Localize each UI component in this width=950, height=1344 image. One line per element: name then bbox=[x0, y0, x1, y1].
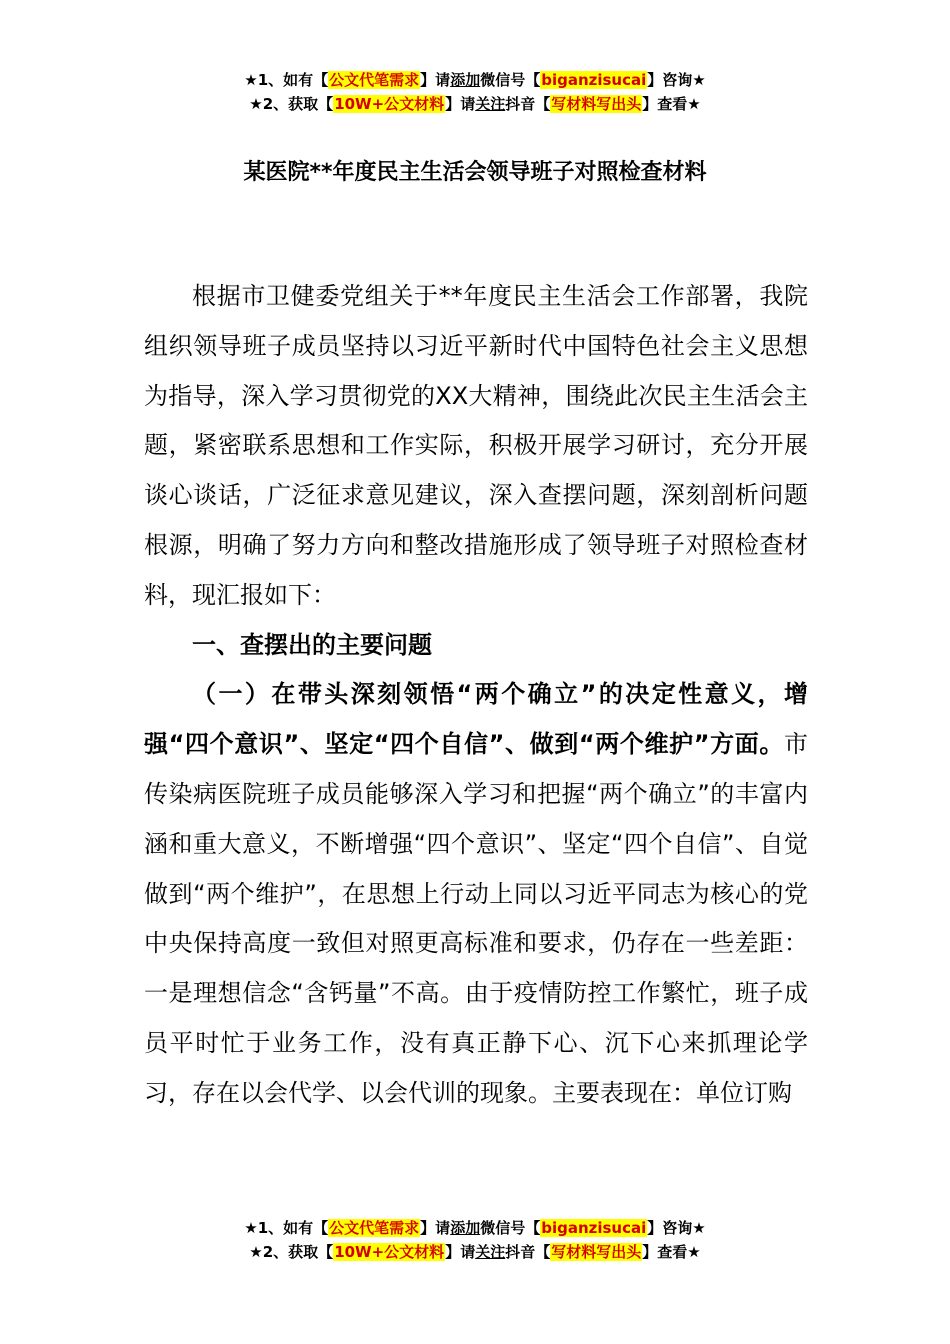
highlight-douyin-account: 写材料写出头 bbox=[551, 1243, 642, 1261]
highlight-materials: 10W+公文材料 bbox=[334, 95, 445, 113]
banner-line-1: ★1、如有【公文代笔需求】请添加微信号【biganzisucai】咨询★ bbox=[244, 71, 706, 89]
subsection-text: 市传染病医院班子成员能够深入学习和把握“两个确立”的丰富内涵和重大意义，不断增强“四个意识”、坚定“四个自信”、自觉做到“两个维护”，在思想上行动上同以习近平同志为核心的党中央保持高度一致但对照更高标准和要求，仍存在一些差距：一是理想信念“含钙量”不高。由于疫情防控工作繁忙，班子成员平时忙于业务工作，没有真正静下心、沉下心来抓理论学习，存在以会代学、以会代训的现象。主要表现在：单位订购 bbox=[144, 730, 808, 1107]
highlight-wechat-id: biganzisucai bbox=[541, 1219, 647, 1237]
highlight-wechat-id: biganzisucai bbox=[541, 71, 647, 89]
banner-line-1: ★1、如有【公文代笔需求】请添加微信号【biganzisucai】咨询★ bbox=[244, 1219, 706, 1237]
document-title: 某医院**年度民主生活会领导班子对照检查材料 bbox=[243, 160, 707, 185]
highlight-service: 公文代笔需求 bbox=[329, 1219, 420, 1237]
subsection-paragraph bbox=[144, 670, 808, 1118]
highlight-materials: 10W+公文材料 bbox=[334, 1243, 445, 1261]
intro-paragraph: 根据市卫健委党组关于**年度民主生活会工作部署，我院组织领导班子成员坚持以习近平新时代中国特色社会主义思想为指导，深入学习贯彻党的XX大精神，围绕此次民主生活会主题，紧密联系思想和工作实际，积极开展学习研讨，充分开展谈心谈话，广泛征求意见建议，深入查摆问题，深刻剖析问题根源，明确了努力方向和整改措施形成了领导班子对照检查材料，现汇报如下： bbox=[144, 282, 808, 609]
document-body bbox=[144, 272, 808, 1119]
highlight-service: 公文代笔需求 bbox=[329, 71, 420, 89]
banner-line-2: ★2、获取【10W+公文材料】请关注抖音【写材料写出头】查看★ bbox=[249, 95, 701, 113]
footer-banner bbox=[0, 1216, 950, 1264]
subsection-heading: （一）在带头深刻领悟“两个确立”的决定性意义，增强“四个意识”、坚定“四个自信”、做到“两个维护”方面。 bbox=[144, 680, 808, 759]
section-heading: 一、查摆出的主要问题 bbox=[192, 630, 432, 659]
highlight-douyin-account: 写材料写出头 bbox=[551, 95, 642, 113]
banner-line-2: ★2、获取【10W+公文材料】请关注抖音【写材料写出头】查看★ bbox=[249, 1243, 701, 1261]
header-banner bbox=[0, 68, 950, 116]
